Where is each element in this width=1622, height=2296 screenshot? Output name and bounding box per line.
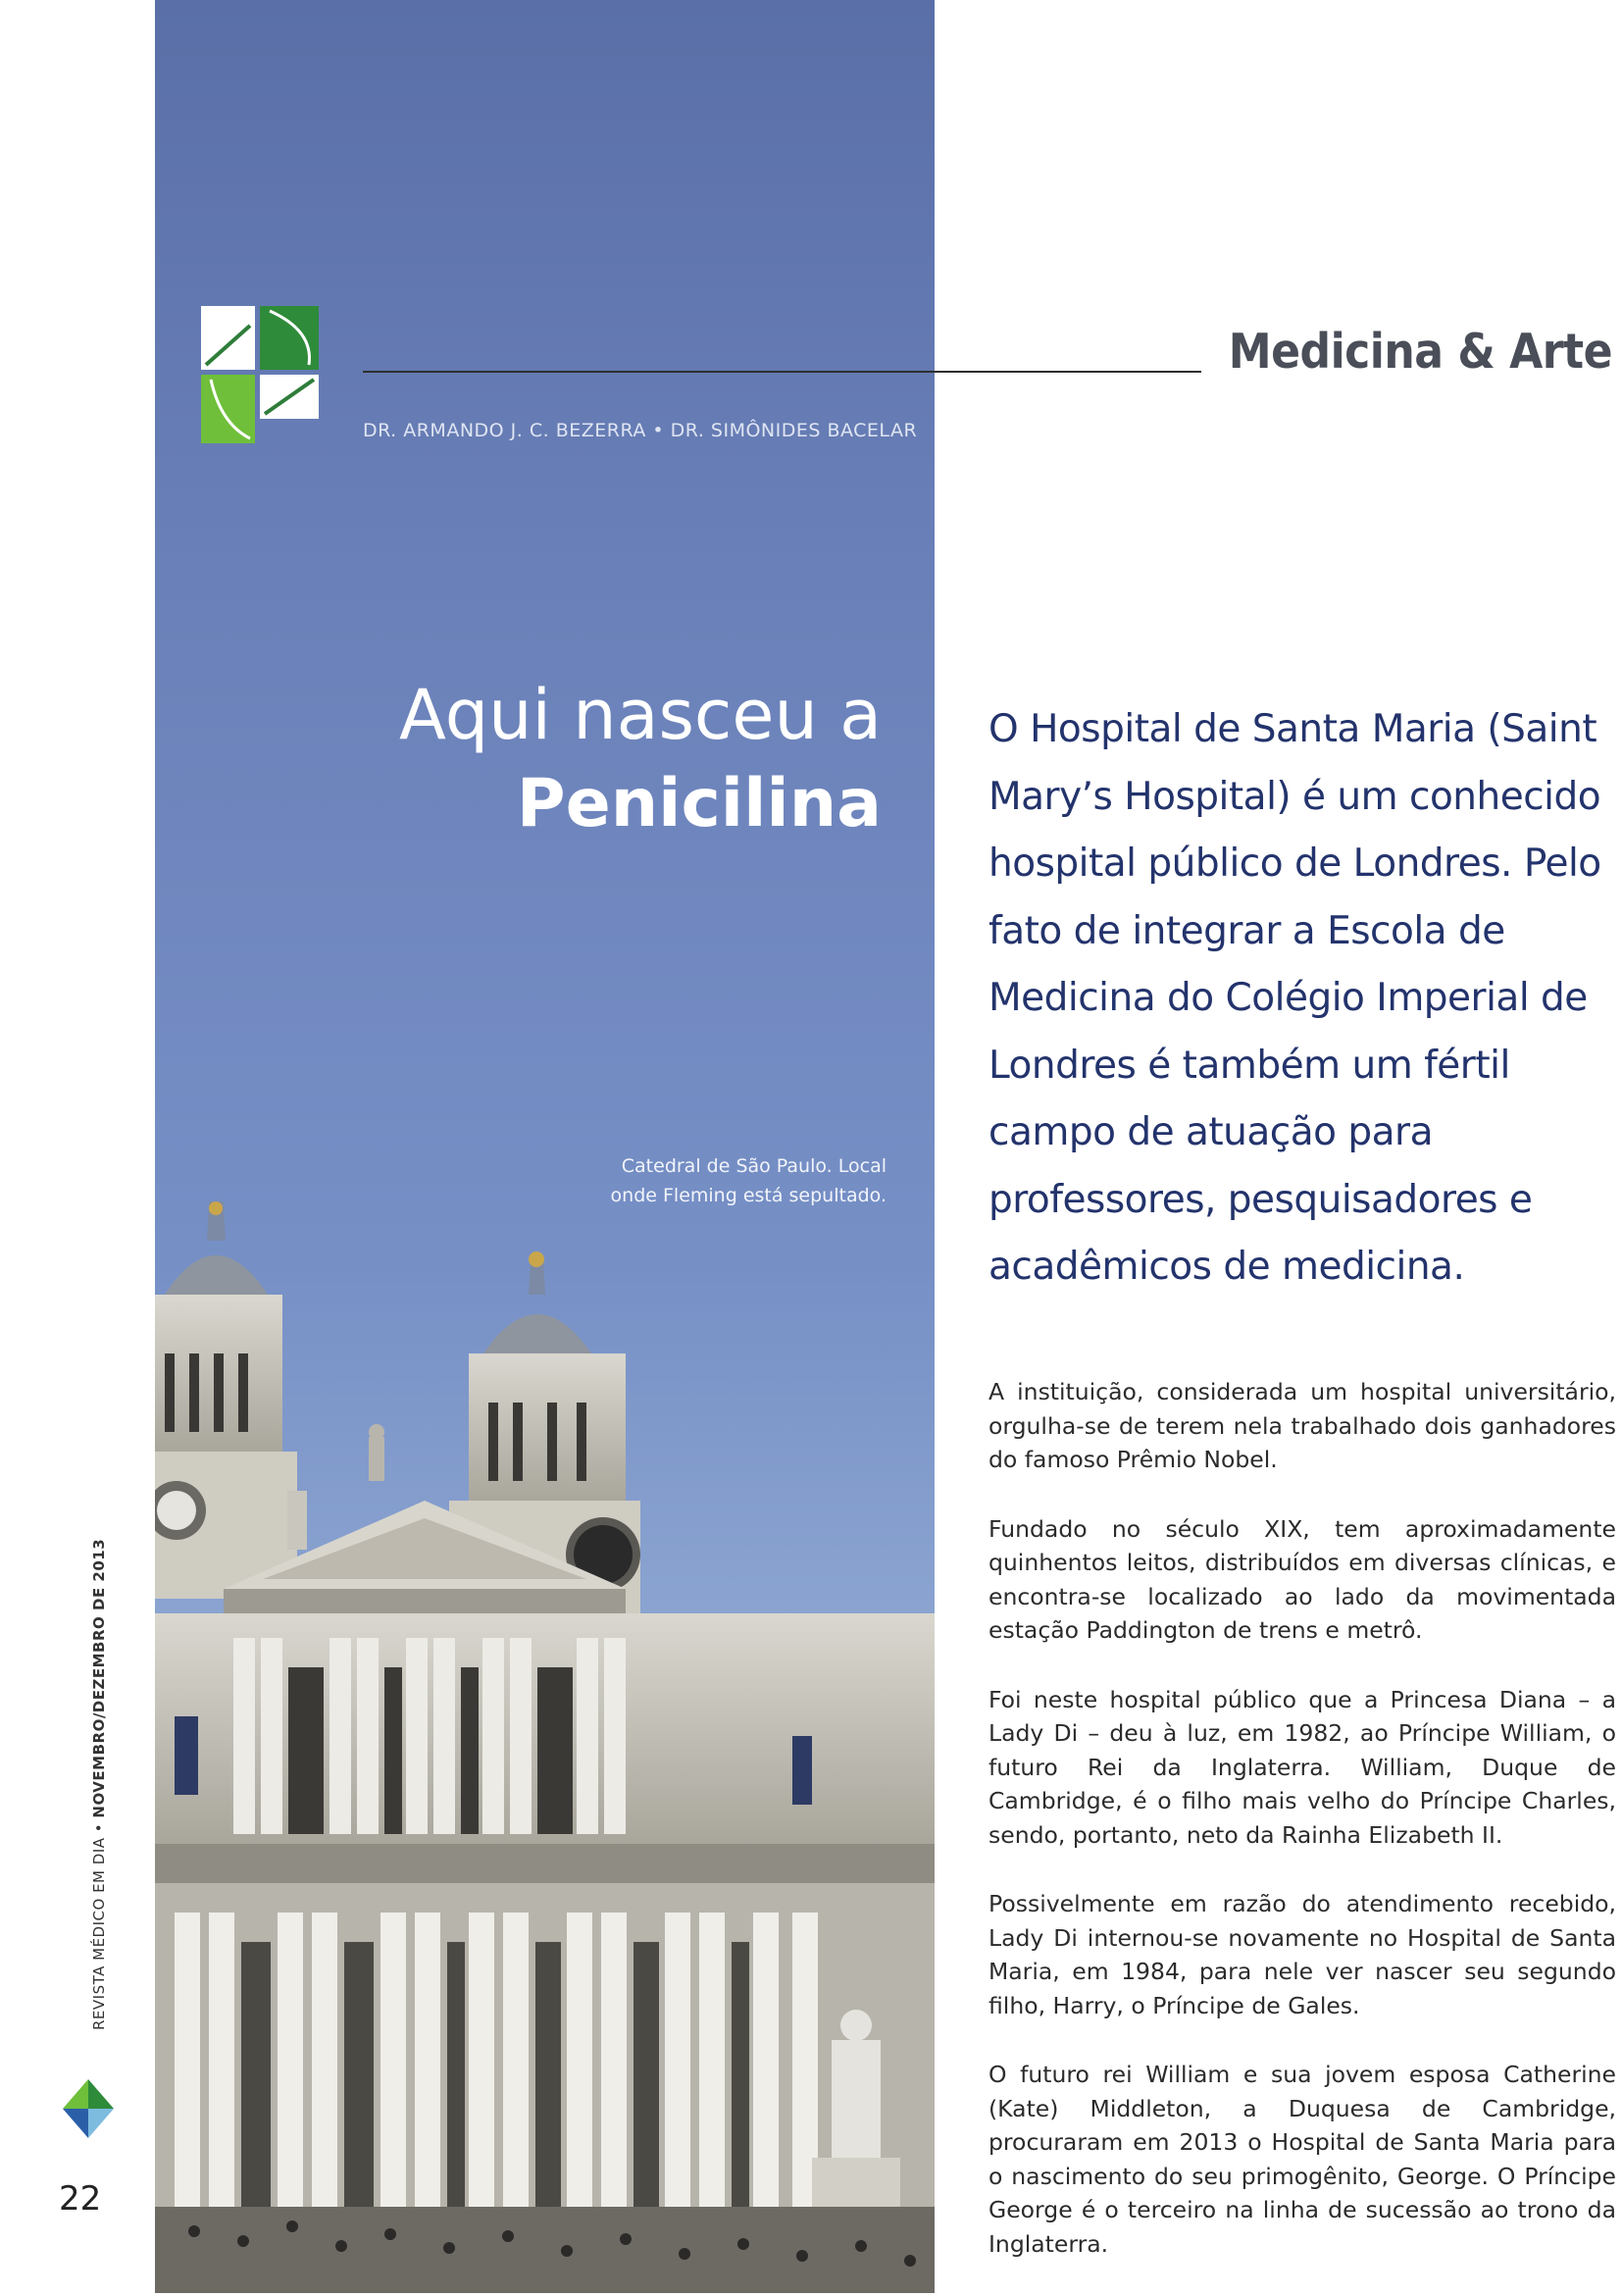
page-marker-icon <box>63 2079 114 2138</box>
body-paragraph: Foi neste hospital público que a Princesa Diana – a Lady Di – deu à luz, em 1982, ao Príncipe William, o futuro Rei da Inglaterra. William, Duque de Cambridge, é o filho mais velho do Príncipe Charles, sendo, portanto, neto da Rainha Elizabeth II. <box>988 1685 1616 1849</box>
magazine-credit <box>90 1539 108 2030</box>
magazine-name: REVISTA MÉDICO EM DIA <box>90 1837 108 2030</box>
article-title-line-2: Penicilina <box>516 765 882 842</box>
article-title-line-1: Aqui nasceu a <box>399 675 882 755</box>
article-authors: DR. ARMANDO J. C. BEZERRA • DR. SIMÔNIDES BACELAR <box>363 420 918 441</box>
page-number: 22 <box>59 2179 102 2219</box>
lead-paragraph: O Hospital de Santa Maria (Saint Mary’s Hospital) é um conhecido hospital público de Londres. Pelo fato de integrar a Escola de Medicina do Colégio Imperial de Londres é também um fértil campo de atuação para professores, pesquisadores e acadêmicos de medicina. <box>988 707 1601 1289</box>
left-tower <box>155 1201 297 1599</box>
medicina-arte-logo-icon <box>201 306 319 443</box>
photo-caption: Catedral de São Paulo. Local onde Fleming está sepultado. <box>610 1155 887 1206</box>
body-paragraph: Fundado no século XIX, tem aproximadamente quinhentos leitos, distribuídos em diversas clínicas, e encontra-se localizado ao lado da movimentada estação Paddington de trens e metrô. <box>988 1514 1616 1644</box>
header-rule <box>363 371 1201 373</box>
body-paragraph: Possivelmente em razão do atendimento recebido, Lady Di internou-se novamente no Hospital de Santa Maria, em 1984, para nele ver nascer seu segundo filho, Harry, o Príncipe de Gales. <box>988 1890 1616 2019</box>
issue-date: NOVEMBRO/DEZEMBRO DE 2013 <box>90 1538 108 1818</box>
entablature <box>155 1844 935 1883</box>
body-paragraph: A instituição, considerada um hospital universitário, orgulha-se de terem nela trabalhado dois ganhadores do famoso Prêmio Nobel. <box>988 1378 1616 1473</box>
section-title: Medicina & Arte <box>1228 324 1612 380</box>
steps-crowd <box>155 2207 935 2293</box>
left-margin <box>0 0 155 2293</box>
article-body <box>988 1375 1616 2296</box>
credit-separator: • <box>90 1817 108 1833</box>
body-paragraph: O futuro rei William e sua jovem esposa Catherine (Kate) Middleton, a Duquesa de Cambridge, procuraram em 2013 o Hospital de Santa Maria para o nascimento do seu primogênito, George. O Príncipe George é o terceiro na linha de sucessão ao trono da Inglaterra. <box>988 2061 1616 2258</box>
